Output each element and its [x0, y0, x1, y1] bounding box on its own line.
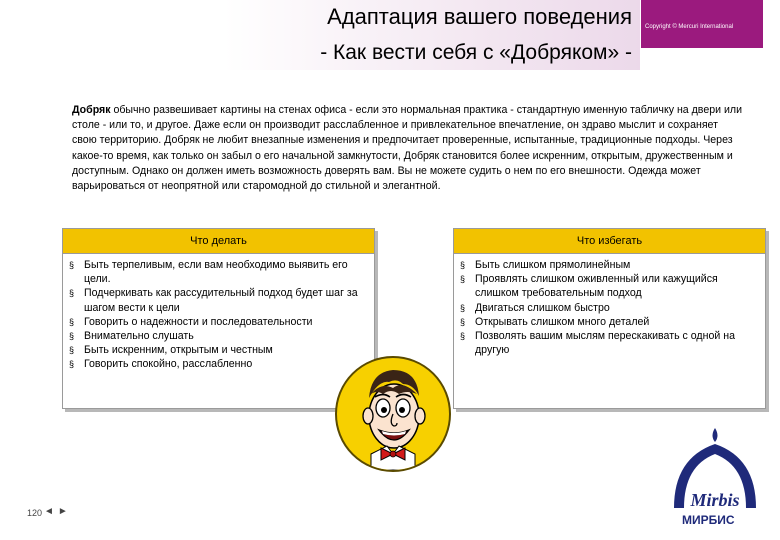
bullet-icon: § — [69, 288, 75, 299]
avoid-panel-title: Что избегать — [454, 229, 765, 254]
list-item: § Быть терпеливым, если вам необходимо выявить его цели. — [69, 259, 348, 286]
list-item: § Проявлять слишком оживленный или кажущийся слишком требовательным подход — [460, 273, 718, 300]
avoid-list — [454, 254, 765, 357]
slide-navigation — [44, 506, 72, 517]
bullet-icon: § — [460, 331, 466, 342]
mirbis-logo-icon — [660, 418, 770, 528]
bullet-icon: § — [460, 260, 466, 270]
face-icon — [337, 358, 449, 470]
copyright-box — [641, 0, 763, 48]
page-number: 120 — [27, 508, 43, 518]
page-subtitle: - Как вести себя с «Добряком» - — [320, 41, 632, 64]
list-item: § Говорить о надежности и последовательности — [69, 315, 313, 328]
avoid-panel — [453, 228, 766, 409]
do-panel-title: Что делать — [63, 229, 374, 254]
list-item: § Двигаться слишком быстро — [460, 301, 610, 314]
list-item: § Внимательно слушать — [69, 330, 194, 343]
next-slide-icon[interactable]: ► — [57, 506, 72, 517]
bullet-icon: § — [69, 359, 75, 370]
do-list — [63, 254, 374, 372]
intro-text: обычно развешивает картины на стенах офиса - если это нормальная практика - стандартную именную табличку на двери или столе - или то, и другое. Даже если он производит расслабленное и привлекательное впечатление, он здраво мыслит и сохраняет свою территорию. Добряк не любит внезапные изменения и предпочитает проверенные, испытанные, традиционные подходы. Через какое-то время, как только он забыл о его начальной замкнутости, Добряк становится более искренним, открытым, дружественным и доступным. Однако он должен иметь возможность доверять вам. Вы не можете судить о нем по его внешности. Одежда может варьироваться от неопрятной или старомодной до стильной и элегантной. — [72, 104, 742, 193]
bullet-icon: § — [460, 302, 466, 313]
intro-paragraph — [72, 103, 742, 194]
logo-text: МИРБИС — [682, 513, 735, 527]
intro-lead: Добряк — [72, 104, 111, 116]
list-item: § Подчеркивать как рассудительный подход будет шаг за шагом вести к цели — [69, 287, 358, 314]
list-item: § Быть слишком прямолинейным — [460, 259, 631, 271]
bullet-icon: § — [69, 331, 75, 342]
list-item: § Позволять вашим мыслям перескакивать с одной на другую — [460, 330, 735, 357]
bullet-icon: § — [69, 260, 75, 270]
list-item: § Открывать слишком много деталей — [460, 315, 650, 328]
do-panel — [62, 228, 375, 409]
page-title: Адаптация вашего поведения — [327, 4, 632, 29]
bullet-icon: § — [460, 274, 466, 285]
copyright-text: Copyright © Mercuri International — [645, 24, 734, 30]
list-item: § Говорить спокойно, расслабленно — [69, 358, 253, 371]
bullet-icon: § — [69, 316, 75, 327]
bullet-icon: § — [69, 345, 75, 356]
prev-slide-icon[interactable]: ◄ — [44, 506, 58, 517]
list-item: § Быть искренним, открытым и честным — [69, 344, 273, 357]
amiable-face-illustration — [335, 356, 451, 472]
bullet-icon: § — [460, 316, 466, 327]
logo-script: Mirbis — [690, 490, 740, 510]
